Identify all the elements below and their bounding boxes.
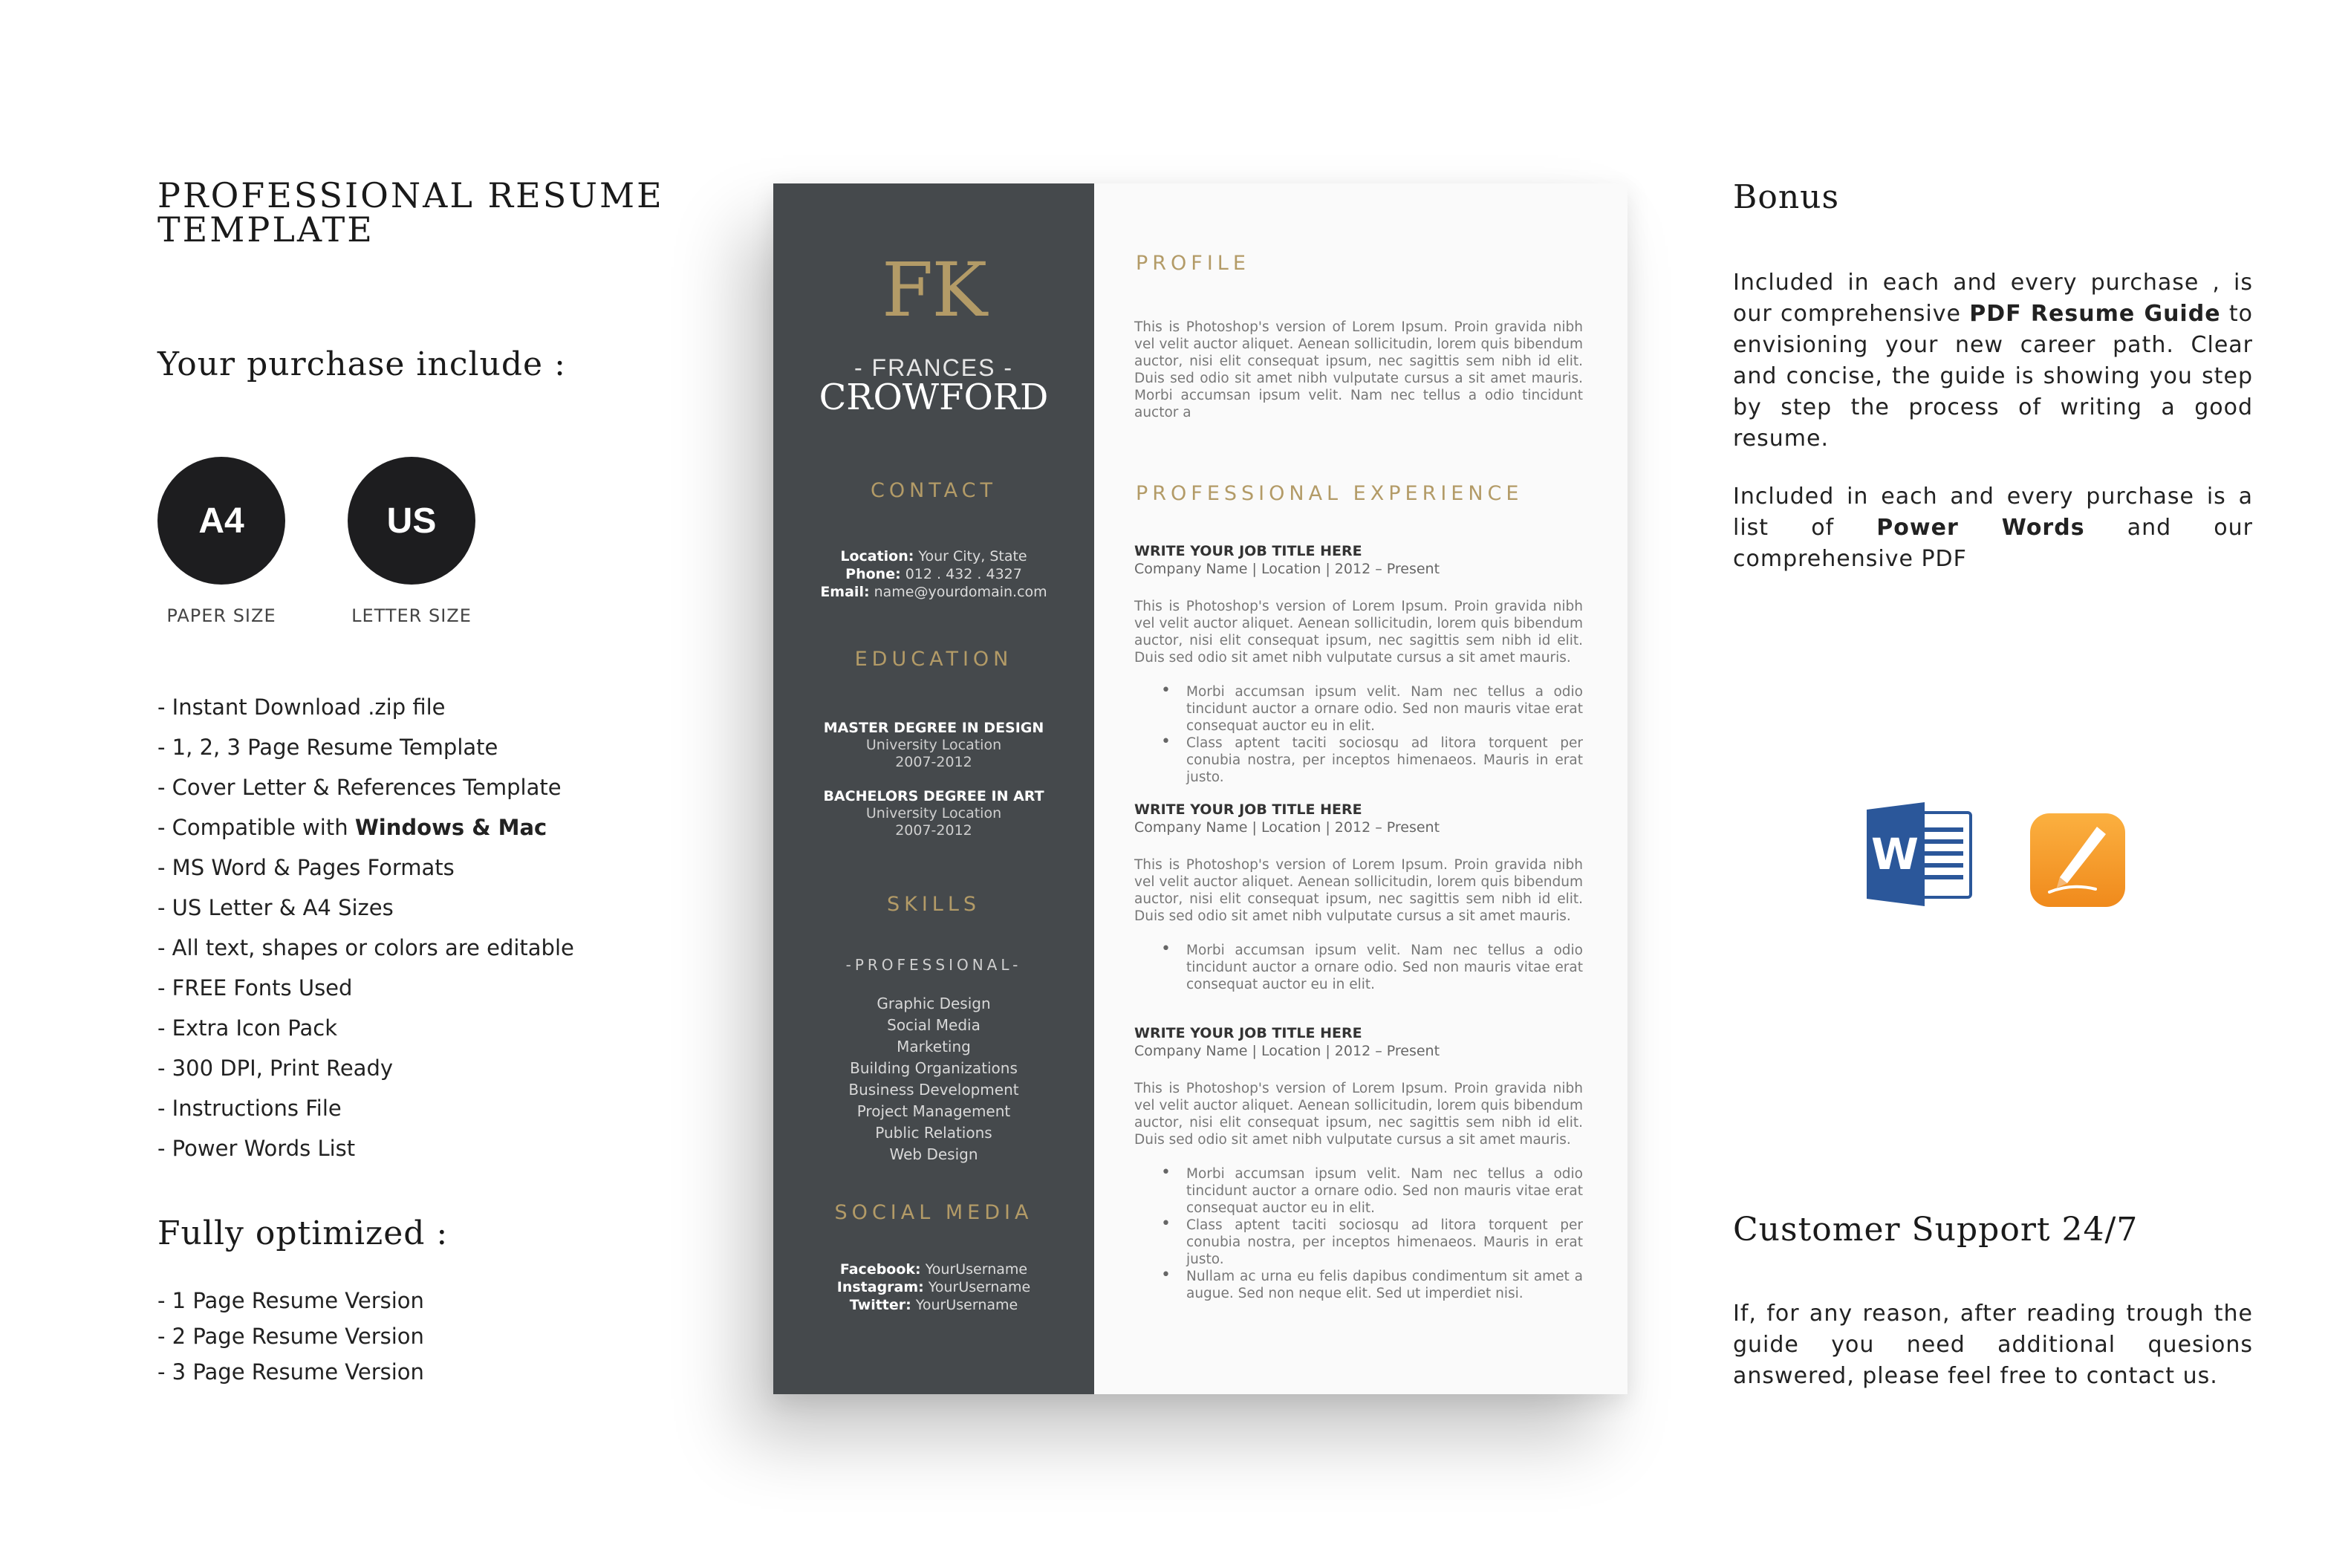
support-paragraph: If, for any reason, after reading trough the guide you need additional quesions answered, please feel free to contact us. bbox=[1733, 1301, 2253, 1389]
social-heading: SOCIAL MEDIA bbox=[834, 1201, 1033, 1224]
feature-item: - Power Words List bbox=[157, 1136, 356, 1161]
contact-email-value: name@yourdomain.com bbox=[869, 584, 1047, 600]
skill-item: Web Design bbox=[889, 1145, 978, 1163]
size-badges bbox=[157, 457, 475, 626]
skill-item: Public Relations bbox=[875, 1124, 992, 1142]
feature-item: - Cover Letter & References Template bbox=[157, 775, 562, 800]
education-heading: EDUCATION bbox=[854, 648, 1013, 671]
resume-preview bbox=[773, 183, 1628, 1394]
job-title: WRITE YOUR JOB TITLE HERE bbox=[1134, 801, 1362, 818]
bonus-heading: Bonus bbox=[1733, 178, 1840, 216]
feature-item: - All text, shapes or colors are editable bbox=[157, 935, 574, 960]
us-badge bbox=[348, 457, 475, 626]
monogram: FK bbox=[881, 247, 986, 334]
bonus-text: and our comprehensive PDF bbox=[1733, 515, 2254, 572]
experience-heading: PROFESSIONAL EXPERIENCE bbox=[1136, 482, 1524, 505]
left-column bbox=[157, 175, 692, 1385]
first-name: - FRANCES - bbox=[854, 354, 1013, 381]
social-twitter bbox=[773, 1296, 1094, 1314]
bonus-paragraph-1 bbox=[1733, 267, 2253, 455]
job-bullet: • Morbi accumsan ipsum velit. Nam nec tellus a odio tincidunt auctor a ornare odio. Sed non mauris vitae erat consequat auctor eu in elit. bbox=[1134, 942, 1583, 993]
social-info bbox=[773, 1260, 1094, 1314]
a4-badge bbox=[157, 457, 285, 626]
feature-list bbox=[157, 687, 574, 1168]
version-item: - 1 Page Resume Version bbox=[157, 1288, 424, 1313]
job-bullet: • Morbi accumsan ipsum velit. Nam nec tellus a odio tincidunt auctor a ornare odio. Sed non mauris vitae erat consequat auctor eu in elit. bbox=[1134, 1165, 1583, 1217]
social-instagram-value: YourUsername bbox=[923, 1279, 1031, 1295]
job-bullets bbox=[1134, 683, 1583, 786]
contact-phone-value: 012 . 432 . 4327 bbox=[900, 566, 1022, 582]
version-list bbox=[157, 1283, 424, 1390]
degree-school: University Location bbox=[865, 805, 1002, 822]
education-entry bbox=[773, 788, 1094, 839]
degree-school: University Location bbox=[865, 737, 1002, 753]
job-bullet: • Class aptent taciti sociosqu ad litora torquent per conubia nostra, per inceptos himenaeos. Mauris in erat justo. bbox=[1134, 1217, 1583, 1268]
job-bullets bbox=[1134, 1165, 1583, 1302]
feature-item: - MS Word & Pages Formats bbox=[157, 855, 455, 880]
feature-item: - 300 DPI, Print Ready bbox=[157, 1055, 394, 1081]
a4-badge-circle: A4 bbox=[157, 457, 285, 585]
job-description: This is Photoshop's version of Lorem Ipsum. Proin gravida nibh vel velit auctor aliquet. Aenean sollicitudin, lorem quis bibendum auctor, nisi elit consequat ipsum, nec sagittis sem nibh id elit. Duis sed odio sit amet nibh vulputate cursus a sit amet mauris. bbox=[1134, 1081, 1583, 1148]
feature-text: - Compatible with bbox=[157, 815, 355, 840]
job-description: This is Photoshop's version of Lorem Ipsum. Proin gravida nibh vel velit auctor aliquet. Aenean sollicitudin, lorem quis bibendum auctor, nisi elit consequat ipsum, nec sagittis sem nibh id elit. Duis sed odio sit amet nibh vulputate cursus a sit amet mauris. bbox=[1134, 857, 1583, 924]
pages-icon bbox=[2029, 812, 2127, 908]
resume-main bbox=[1094, 183, 1628, 1394]
product-title-line1: PROFESSIONAL RESUME bbox=[157, 175, 664, 215]
feature-item-compatible bbox=[157, 807, 574, 848]
job-company: Company Name | Location | 2012 – Present bbox=[1134, 561, 1440, 577]
product-title bbox=[157, 175, 692, 250]
product-title-line2: TEMPLATE bbox=[157, 209, 374, 250]
job-company: Company Name | Location | 2012 – Present bbox=[1134, 819, 1440, 836]
job-company: Company Name | Location | 2012 – Present bbox=[1134, 1043, 1440, 1059]
social-twitter-value: YourUsername bbox=[911, 1297, 1018, 1313]
contact-heading: CONTACT bbox=[870, 479, 998, 502]
skill-item: Marketing bbox=[897, 1038, 971, 1055]
last-name: CROWFORD bbox=[819, 377, 1049, 418]
degree-years: 2007-2012 bbox=[895, 822, 972, 839]
feature-item: - Instant Download .zip file bbox=[157, 694, 446, 720]
optimized-heading: Fully optimized : bbox=[157, 1214, 449, 1252]
skill-item: Project Management bbox=[856, 1102, 1011, 1120]
resume-sidebar bbox=[773, 183, 1094, 1394]
us-badge-caption: LETTER SIZE bbox=[351, 605, 472, 626]
job-bullet: • Morbi accumsan ipsum velit. Nam nec tellus a odio tincidunt auctor a ornare odio. Sed non mauris vitae erat consequat auctor eu in elit. bbox=[1134, 683, 1583, 735]
social-twitter-label: Twitter: bbox=[849, 1297, 911, 1313]
contact-location bbox=[773, 547, 1094, 565]
a4-badge-caption: PAPER SIZE bbox=[166, 605, 276, 626]
skill-item: Building Organizations bbox=[850, 1059, 1018, 1077]
bonus-bold: Power Words bbox=[1876, 515, 2085, 541]
feature-item: - Instructions File bbox=[157, 1096, 342, 1121]
contact-email bbox=[773, 583, 1094, 601]
version-item: - 3 Page Resume Version bbox=[157, 1359, 424, 1385]
feature-item: - 1, 2, 3 Page Resume Template bbox=[157, 735, 498, 760]
social-instagram-label: Instagram: bbox=[836, 1279, 924, 1295]
social-facebook-label: Facebook: bbox=[839, 1261, 921, 1278]
job-title: WRITE YOUR JOB TITLE HERE bbox=[1134, 1025, 1362, 1041]
contact-info bbox=[773, 547, 1094, 601]
job-description: This is Photoshop's version of Lorem Ipsum. Proin gravida nibh vel velit auctor aliquet. Aenean sollicitudin, lorem quis bibendum auctor, nisi elit consequat ipsum, nec sagittis sem nibh id elit. Duis sed odio sit amet nibh vulputate cursus a sit amet mauris. bbox=[1134, 599, 1583, 666]
bonus-text: Included in each and every purchase is a list of bbox=[1733, 484, 2253, 541]
support-heading: Customer Support 24/7 bbox=[1733, 1211, 2139, 1249]
job-bullets bbox=[1134, 942, 1583, 993]
contact-location-label: Location: bbox=[840, 548, 914, 565]
social-instagram bbox=[773, 1278, 1094, 1296]
contact-email-label: Email: bbox=[820, 584, 870, 600]
skill-item: Social Media bbox=[887, 1016, 981, 1034]
feature-item: - US Letter & A4 Sizes bbox=[157, 895, 394, 920]
job-bullet: • Nullam ac urna eu felis dapibus condimentum sit amet a augue. Sed non neque elit. Sed ut imperdiet nisi. bbox=[1134, 1268, 1583, 1302]
purchase-heading: Your purchase include : bbox=[157, 345, 566, 383]
profile-heading: PROFILE bbox=[1136, 252, 1250, 275]
us-badge-circle: US bbox=[348, 457, 475, 585]
social-facebook bbox=[773, 1260, 1094, 1278]
word-letter: W bbox=[1871, 829, 1919, 879]
feature-item: - Extra Icon Pack bbox=[157, 1015, 337, 1041]
degree-title: MASTER DEGREE IN DESIGN bbox=[823, 720, 1044, 736]
bonus-text: to envisioning your new career path. Clear and concise, the guide is showing you step by step the process of writing a good resume. bbox=[1733, 301, 2254, 452]
education-entry bbox=[773, 720, 1094, 771]
profile-text: This is Photoshop's version of Lorem Ipsum. Proin gravida nibh vel velit auctor aliquet. Aenean sollicitudin, lorem quis bibendum auctor, nisi elit consequat ipsum, nec sagittis sem nibh id elit. Duis sed odio sit amet nibh vulputate cursus a sit amet mauris. Morbi accumsan ipsum velit. Nam nec tellus a odio tincidunt auctor a bbox=[1134, 319, 1583, 420]
job-bullet: • Class aptent taciti sociosqu ad litora torquent per conubia nostra, per inceptos himenaeos. Mauris in erat justo. bbox=[1134, 735, 1583, 786]
skills-subheading: -PROFESSIONAL- bbox=[845, 956, 1022, 974]
contact-phone bbox=[773, 565, 1094, 583]
contact-location-value: Your City, State bbox=[914, 548, 1027, 565]
skills-heading: SKILLS bbox=[886, 893, 981, 916]
bonus-paragraph-2 bbox=[1733, 481, 2253, 575]
bonus-bold: PDF Resume Guide bbox=[1969, 301, 2221, 327]
social-facebook-value: YourUsername bbox=[920, 1261, 1028, 1278]
bonus-text: Included in each and every purchase , is our comprehensive bbox=[1733, 270, 2253, 327]
degree-years: 2007-2012 bbox=[895, 754, 972, 770]
degree-title: BACHELORS DEGREE IN ART bbox=[823, 788, 1044, 804]
word-icon bbox=[1867, 802, 1975, 906]
job-title: WRITE YOUR JOB TITLE HERE bbox=[1134, 543, 1362, 559]
skills-list bbox=[773, 993, 1094, 1165]
feature-bold: Windows & Mac bbox=[354, 815, 547, 840]
skill-item: Graphic Design bbox=[877, 995, 991, 1012]
feature-item: - FREE Fonts Used bbox=[157, 975, 353, 1001]
contact-phone-label: Phone: bbox=[845, 566, 901, 582]
skill-item: Business Development bbox=[848, 1081, 1019, 1099]
version-item: - 2 Page Resume Version bbox=[157, 1324, 424, 1349]
